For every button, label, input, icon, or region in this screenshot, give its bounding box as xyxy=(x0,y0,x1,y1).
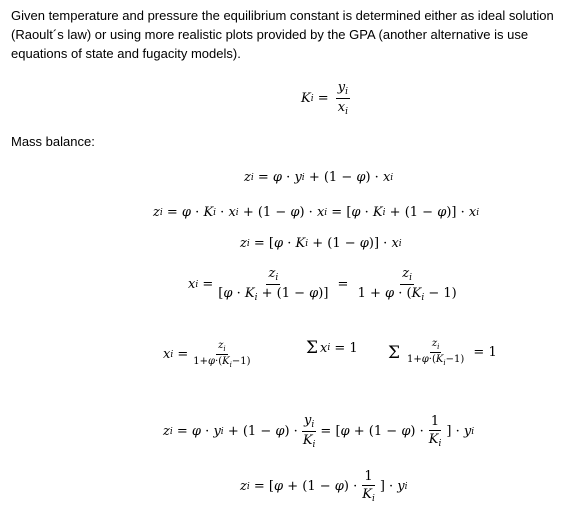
equation-rachford-rice: Σ $\frac{z_i}{1+\varphi\cdot(K_i-1)}$ = 1 xyxy=(388,338,497,367)
intro-paragraph: Given temperature and pressure the equilibrium constant is determined either as ideal solution (Raoult´s law) or using more realistic plots provided by the GPA (another alternative is use equations of state and fugacity models). xyxy=(11,8,554,61)
equation-x-compact: x i = $\frac{z_i}{1+\varphi\cdot(K_i-1)}$ xyxy=(163,340,251,369)
equation-mass-balance-3: z i = [ φ · K i + (1 − φ )] · x i xyxy=(240,236,402,251)
equation-x-solution: x i = $\frac{z_i}{[\varphi \cdot K_i + (1 - \varphi)]}$ = $\frac{z_i}{1 + \varphi \cdot (K_i - 1)}$ xyxy=(188,266,457,303)
equation-sum-x: Σ x i = 1 xyxy=(306,338,358,358)
mass-balance-label: Mass balance: xyxy=(11,134,95,149)
equation-k-definition: K i = $\frac{y_i}{x_i}$ xyxy=(301,80,349,117)
equation-y-form-2: z i = [ φ + (1 − φ ) · $\frac{1}{K_i}$ ] · y i xyxy=(240,469,408,504)
equation-mass-balance-2: z i = φ · K i · x i + (1 − φ ) · x i = [ φ · K i + (1 − φ )] · x i xyxy=(153,205,480,220)
equation-y-form-1: z i = φ · y i + (1 − φ ) · $\frac{y_i}{K_i}$ = [ φ + (1 − φ ) · $\frac{1}{K_i}$ ] · y i xyxy=(163,413,475,450)
equation-mass-balance-1: z i = φ · y i + (1 − φ ) · x i xyxy=(244,170,394,185)
